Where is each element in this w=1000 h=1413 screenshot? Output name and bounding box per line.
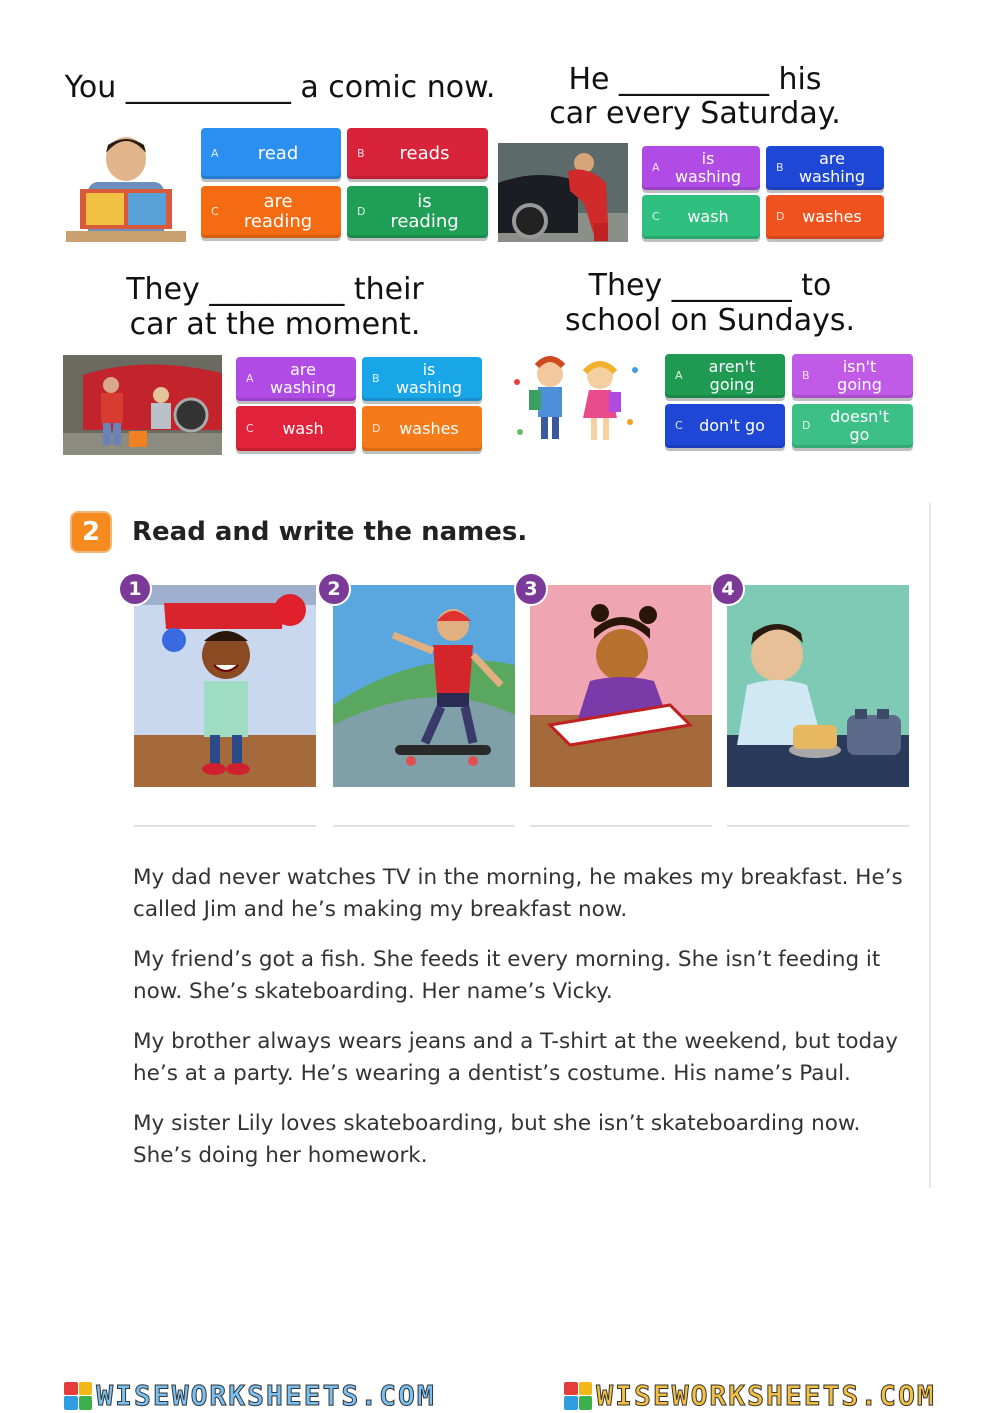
boy-reading-comic-photo xyxy=(66,127,186,242)
man-washing-car-photo xyxy=(498,143,628,242)
picture-2-number-badge: 2 xyxy=(317,572,351,606)
question-2-line-1: He __________ his xyxy=(568,62,822,97)
q4-option-b-label: isn't going xyxy=(837,357,882,394)
footer-brand-left xyxy=(64,1379,435,1412)
wiseworksheets-logo-icon xyxy=(64,1382,92,1410)
question-2-line-2: car every Saturday. xyxy=(549,96,841,131)
paragraph-2: My friend’s got a fish. She feeds it every morning. She isn’t feeding it now. She’s skateboarding. Her name’s Vicky. xyxy=(133,947,881,1004)
q2-option-b-label: are washing xyxy=(798,149,866,186)
q4-option-d-letter: D xyxy=(802,419,811,432)
kids-washing-car-photo xyxy=(63,355,222,455)
q3-option-b-button[interactable] xyxy=(362,357,482,401)
q3-option-c-letter: C xyxy=(246,421,254,435)
footer-brand-text-right: WISEWORKSHEETS.COM xyxy=(596,1379,936,1412)
q3-option-a-label: are washing xyxy=(269,360,337,397)
q1-option-b-label: reads xyxy=(399,142,450,164)
question-4-line-1: They ________ to xyxy=(588,268,832,303)
q4-option-a-button[interactable] xyxy=(665,354,785,398)
answer-line-3[interactable] xyxy=(530,825,712,827)
paragraph-3: My brother always wears jeans and a T-shirt at the weekend, but today he’s at a party. He’s wearing a dentist’s costume. His name’s Paul. xyxy=(133,1029,899,1086)
picture-4-number-badge: 4 xyxy=(711,572,745,606)
answer-line-4[interactable] xyxy=(727,825,909,827)
q4-option-c-letter: C xyxy=(675,419,683,432)
picture-3-girl-homework xyxy=(530,585,712,787)
q4-option-c-label: don't go xyxy=(699,416,765,435)
q3-option-b-label: is washing xyxy=(395,360,463,397)
q4-option-b-letter: B xyxy=(802,369,810,382)
paragraph-4: My sister Lily loves skateboarding, but she isn’t skateboarding now. She’s doing her homework. xyxy=(133,1111,861,1168)
footer-brand-right xyxy=(564,1379,935,1412)
question-3-line-2: car at the moment. xyxy=(129,307,421,342)
picture-2-girl-skateboarding xyxy=(333,585,515,787)
q3-option-d-button[interactable] xyxy=(362,406,482,451)
q4-option-c-button[interactable] xyxy=(665,404,785,448)
q3-option-a-letter: A xyxy=(246,372,254,385)
q4-option-d-button[interactable] xyxy=(792,404,913,448)
picture-3-number-badge: 3 xyxy=(514,572,548,606)
wiseworksheets-logo-icon xyxy=(564,1382,592,1410)
q3-option-c-label: wash xyxy=(282,418,324,438)
q2-option-d-button[interactable] xyxy=(766,195,884,239)
picture-1-number-badge: 1 xyxy=(118,572,152,606)
answer-line-2[interactable] xyxy=(333,825,515,827)
q4-option-b-button[interactable] xyxy=(792,354,913,398)
q2-option-d-label: washes xyxy=(802,207,862,226)
q3-option-d-letter: D xyxy=(372,421,381,435)
q2-option-a-button[interactable] xyxy=(642,146,760,190)
q3-option-a-button[interactable] xyxy=(236,357,356,401)
exercise-title: Read and write the names. xyxy=(132,517,528,547)
question-4-line-2: school on Sundays. xyxy=(564,303,856,338)
q3-option-c-button[interactable] xyxy=(236,406,356,451)
kids-going-to-school-illustration xyxy=(505,352,650,450)
picture-1-boy-dentist xyxy=(134,585,316,787)
q1-option-a-label: read xyxy=(257,142,299,164)
q3-option-d-label: washes xyxy=(399,418,459,438)
q2-option-d-letter: D xyxy=(776,210,785,223)
q1-option-d-label: is reading xyxy=(390,191,459,232)
q1-option-c-button[interactable] xyxy=(201,186,341,238)
footer-brand-text-left: WISEWORKSHEETS.COM xyxy=(96,1379,436,1412)
q3-option-b-letter: B xyxy=(372,372,380,385)
q4-option-a-label: aren't going xyxy=(708,357,756,394)
q2-option-c-letter: C xyxy=(652,210,660,223)
q1-option-c-label: are reading xyxy=(243,191,313,232)
footer-watermark xyxy=(0,1378,1000,1413)
q1-option-b-letter: B xyxy=(357,146,365,160)
page-edge-divider xyxy=(929,503,931,1188)
q1-option-d-letter: D xyxy=(357,205,366,218)
q1-option-b-button[interactable] xyxy=(347,128,488,179)
q4-option-d-label: doesn't go xyxy=(830,407,889,444)
q4-option-a-letter: A xyxy=(675,369,683,382)
exercise-number-badge: 2 xyxy=(70,511,112,553)
q2-option-b-letter: B xyxy=(776,161,784,174)
q2-option-c-label: wash xyxy=(687,207,729,226)
q2-option-c-button[interactable] xyxy=(642,195,760,239)
q1-option-d-button[interactable] xyxy=(347,186,488,238)
q2-option-a-label: is washing xyxy=(674,149,742,186)
q2-option-b-button[interactable] xyxy=(766,146,884,190)
picture-4-dad-breakfast xyxy=(727,585,909,787)
q1-option-a-button[interactable] xyxy=(201,128,341,179)
question-1-text: You ___________ a comic now. xyxy=(64,70,496,105)
question-3-line-1: They _________ their xyxy=(126,272,424,307)
q2-option-a-letter: A xyxy=(652,161,660,174)
answer-line-1[interactable] xyxy=(134,825,316,827)
q1-option-c-letter: C xyxy=(211,205,219,218)
paragraph-1: My dad never watches TV in the morning, he makes my breakfast. He’s called Jim and he’s making my breakfast now. xyxy=(133,865,903,922)
q1-option-a-letter: A xyxy=(211,146,219,160)
